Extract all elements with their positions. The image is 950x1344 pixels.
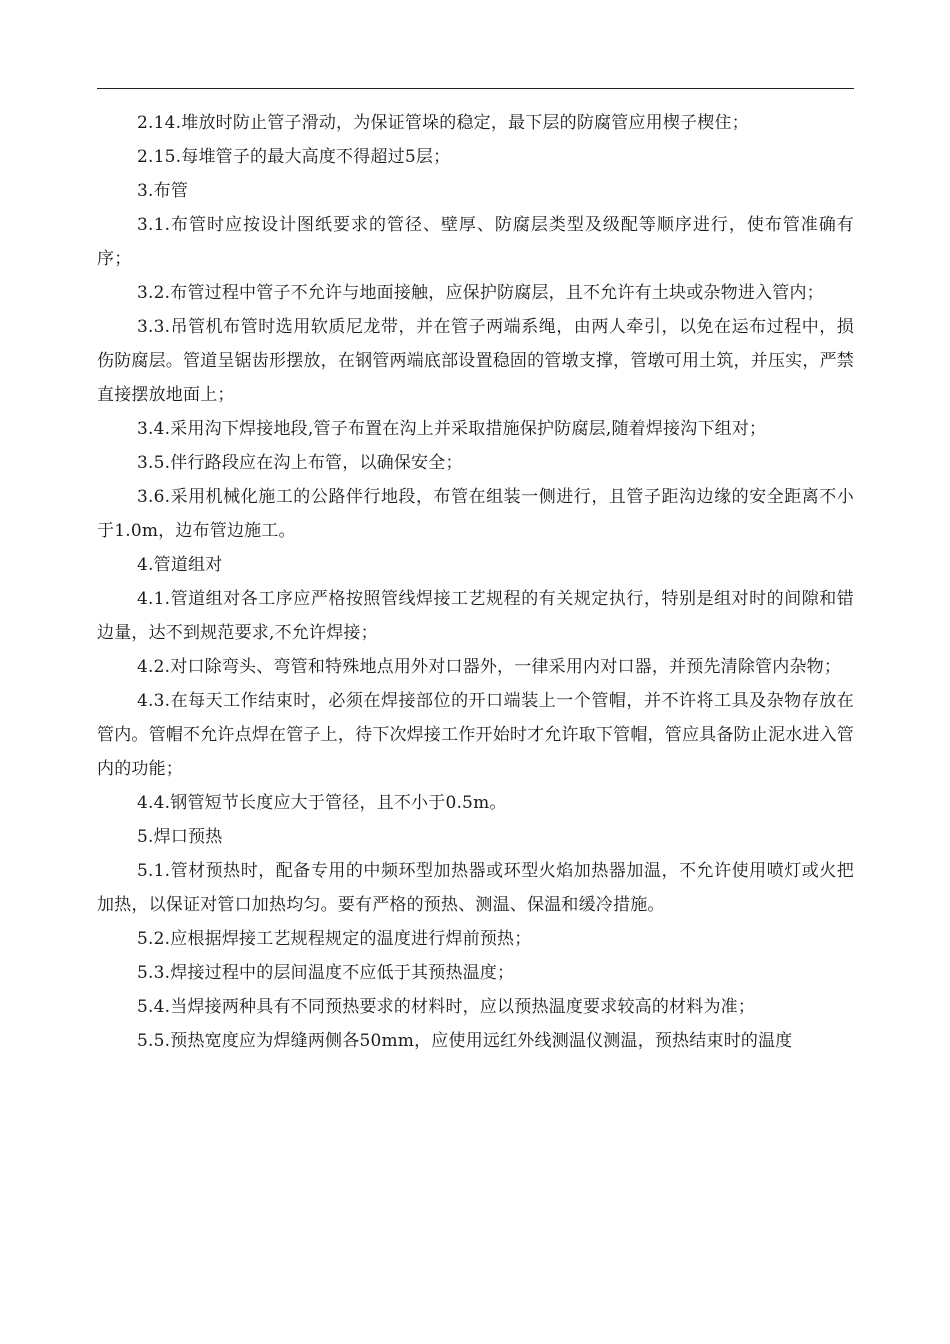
paragraph-3-2: 3.2.布管过程中管子不允许与地面接触，应保护防腐层，且不允许有土块或杂物进入管内； <box>137 283 824 303</box>
paragraph-2-14: 2.14.堆放时防止管子滑动，为保证管垛的稳定，最下层的防腐管应用楔子楔住； <box>137 113 749 133</box>
paragraph-3-3: 3.3.吊管机布管时选用软质尼龙带，并在管子两端系绳，由两人牵引，以免在运布过程中，损伤防腐层。管道呈锯齿形摆放，在钢管两端底部设置稳固的管墩支撑，管墩可用土筑，并压实，严禁直接摆放地面上； <box>97 317 854 405</box>
paragraph-5-1: 5.1.管材预热时，配备专用的中频环型加热器或环型火焰加热器加温，不允许使用喷灯或火把加热，以保证对管口加热均匀。要有严格的预热、测温、保温和缓冷措施。 <box>97 861 854 915</box>
section-heading-3: 3.布管 <box>137 181 189 201</box>
paragraph-4-2: 4.2.对口除弯头、弯管和特殊地点用外对口器外，一律采用内对口器，并预先清除管内杂物； <box>137 657 842 677</box>
paragraph-3-1: 3.1.布管时应按设计图纸要求的管径、壁厚、防腐层类型及级配等顺序进行，使布管准确有序； <box>97 215 854 269</box>
section-heading-4: 4.管道组对 <box>137 555 223 575</box>
paragraph-5-3: 5.3.焊接过程中的层间温度不应低于其预热温度； <box>137 963 515 983</box>
paragraph-3-4: 3.4.采用沟下焊接地段,管子布置在沟上并采取措施保护防腐层,随着焊接沟下组对； <box>137 419 767 439</box>
paragraph-3-6: 3.6.采用机械化施工的公路伴行地段，布管在组装一侧进行，且管子距沟边缘的安全距离不小于1.0m，边布管边施工。 <box>97 487 854 541</box>
paragraph-5-4: 5.4.当焊接两种具有不同预热要求的材料时，应以预热温度要求较高的材料为准； <box>137 997 756 1017</box>
paragraph-4-4: 4.4.钢管短节长度应大于管径，且不小于0.5m。 <box>137 793 507 813</box>
paragraph-5-5: 5.5.预热宽度应为焊缝两侧各50mm，应使用远红外线测温仪测温，预热结束时的温度 <box>137 1031 793 1051</box>
paragraph-4-3: 4.3.在每天工作结束时，必须在焊接部位的开口端装上一个管帽，并不许将工具及杂物存放在管内。管帽不允许点焊在管子上，待下次焊接工作开始时才允许取下管帽，管应具备防止泥水进入管内的功能； <box>97 691 854 779</box>
paragraph-3-5: 3.5.伴行路段应在沟上布管，以确保安全； <box>137 453 463 473</box>
paragraph-5-2: 5.2.应根据焊接工艺规程规定的温度进行焊前预热； <box>137 929 532 949</box>
section-heading-5: 5.焊口预热 <box>137 827 223 847</box>
paragraph-4-1: 4.1.管道组对各工序应严格按照管线焊接工艺规程的有关规定执行，特别是组对时的间隙和错边量，达不到规范要求,不允许焊接； <box>97 589 854 643</box>
header-rule <box>97 88 854 89</box>
paragraph-2-15: 2.15.每堆管子的最大高度不得超过5层； <box>137 147 451 167</box>
document-body <box>97 106 854 1058</box>
